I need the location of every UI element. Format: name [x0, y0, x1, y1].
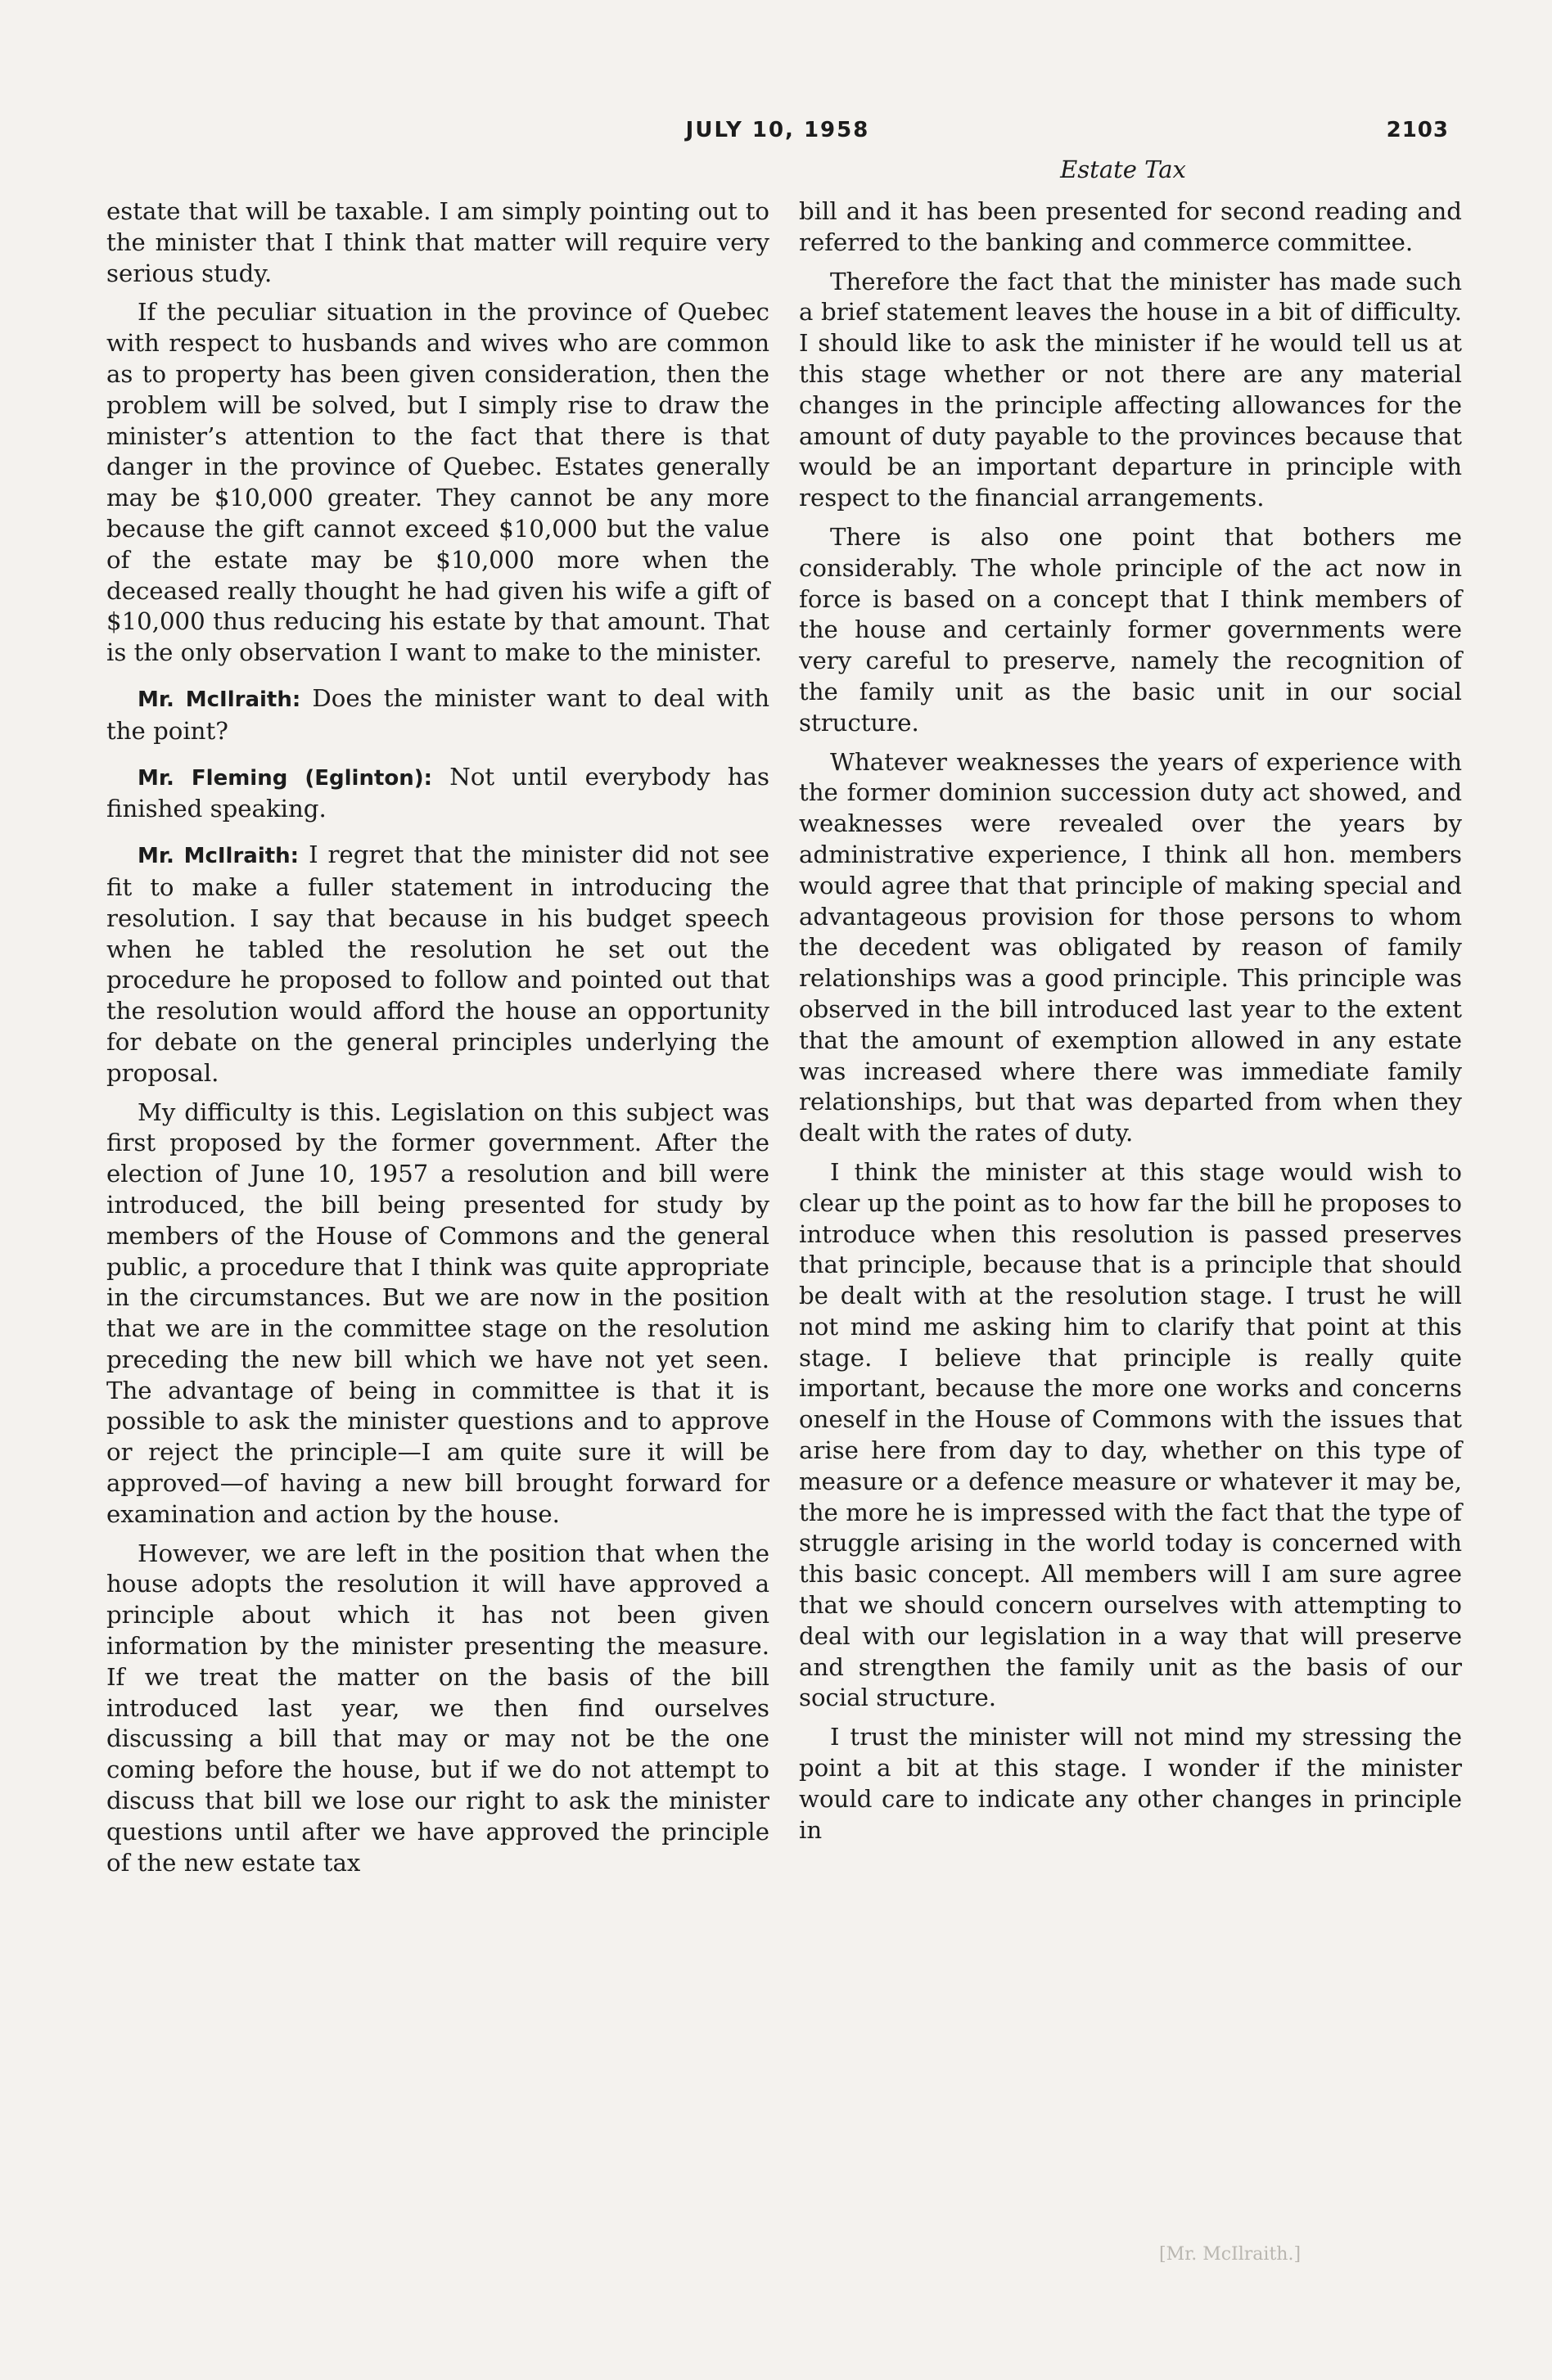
speaker-name: Mr. McIlraith: [138, 844, 300, 869]
paragraph: If the peculiar situation in the province of Quebec with respect to husbands and wives who are common as to property has been given consideration, then the problem will be solved, but I simply rise to draw the minister’s attention to the fact that there is that danger in the province of Quebec. Estates generally may be $10,000 greater. They cannot be any more because the gift cannot exceed $10,000 but the value of the estate may be $10,000 more when the deceased really thought he had given his wife a gift of $10,000 thus reducing his estate by that amount. That is the only observation I want to make to the minister. [106, 298, 769, 667]
paragraph: However, we are left in the position that when the house adopts the resolution it will have approved a principle about which it has not been given information by the minister presenting the measure. If we treat the matter on the basis of the bill introduced last year, we then find ourselves discussing a bill that may or may not be the one coming before the house, but if we do not attempt to discuss that bill we lose our right to ask the minister questions until after we have approved the principle of the new estate tax [106, 1539, 769, 1877]
paragraph: I trust the minister will not mind my stressing the point a bit at this stage. I wonder if the minister would care to indicate any other changes in principle in [799, 1723, 1462, 1844]
paragraph: There is also one point that bothers me considerably. The whole principle of the act now in force is based on a concept that I think members of the house and certainly former governments were very careful to preserve, namely the recognition of the family unit as the basic unit in our social structure. [799, 522, 1462, 737]
speaker-name: Mr. Fleming (Eglinton): [138, 765, 433, 791]
left-column [106, 196, 769, 1886]
paragraph: bill and it has been presented for second reading and referred to the banking and commerce committee. [799, 197, 1462, 256]
speech-mcilraith-2 [106, 840, 769, 1089]
paragraph: I think the minister at this stage would wish to clear up the point as to how far the bill he proposes to introduce when this resolution is passed preserves that principle, because that is a principle that should be dealt with at the resolution stage. I trust he will not mind me asking him to clarify that point at this stage. I believe that principle is really quite important, because the more one works and concerns oneself in the House of Commons with the issues that arise here from day to day, whether on this type of measure or a defence measure or whatever it may be, the more he is impressed with the fact that the type of struggle arising in the world today is concerned with this basic concept. All members will I am sure agree that we should concern ourselves with attempting to deal with our legislation in a way that will preserve and strengthen the family unit as the basis of our social structure. [799, 1157, 1462, 1712]
paragraph: My difficulty is this. Legislation on this subject was first proposed by the former government. After the election of June 10, 1957 a resolution and bill were introduced, the bill being presented for study by members of the House of Commons and the general public, a procedure that I think was quite appropriate in the circumstances. But we are now in the position that we are in the committee stage on the resolution preceding the new bill which we have not yet seen. The advantage of being in committee is that it is possible to ask the minister questions and to approve or reject the principle—I am quite sure it will be approved—of having a new bill brought forward for examination and action by the house. [106, 1098, 769, 1528]
speech-mcilraith-1 [106, 683, 769, 747]
speaker-name: Mr. McIlraith: [138, 687, 301, 712]
speech-text: I regret that the minister did not see fit to make a fuller statement in introducing the resolution. I say that because in his budget speech when he tabled the resolution he set out the procedure he proposed to follow and pointed out that the resolution would afford the house an opportunity for debate on the general principles underlying the proposal. [106, 841, 770, 1087]
running-head: Estate Tax [1060, 156, 1186, 183]
page-date: JULY 10, 1958 [685, 118, 870, 142]
paragraph: estate that will be taxable. I am simply pointing out to the minister that I think that matter will require very serious study. [106, 197, 769, 287]
paragraph: Whatever weaknesses the years of experience with the former dominion succession duty act showed, and weaknesses were revealed over the years by administrative experience, I think all hon. members would agree that that principle of making special and advantageous provision for those persons to whom the decedent was obligated by reason of family relationships was a good principle. This principle was observed in the bill introduced last year to the extent that the amount of exemption allowed in any estate was increased where there was immediate family relationships, but that was departed from when they dealt with the rates of duty. [799, 747, 1462, 1147]
page-header [106, 118, 1449, 151]
paragraph: Therefore the fact that the minister has made such a brief statement leaves the house in a bit of difficulty. I should like to ask the minister if he would tell us at this stage whether or not there are any material changes in the principle affecting allowances for the amount of duty payable to the provinces because that would be an important departure in principle with respect to the financial arrangements. [799, 267, 1462, 512]
speech-fleming [106, 762, 769, 826]
page-number: 2103 [1386, 118, 1449, 142]
speech-text: Does the minister want to deal with the point? [106, 683, 770, 745]
speech-text: Not until everybody has finished speaking. [106, 762, 769, 823]
right-column [799, 196, 1462, 1854]
footer-bleedthrough-mark: [Mr. McIlraith.] [1159, 2244, 1302, 2265]
